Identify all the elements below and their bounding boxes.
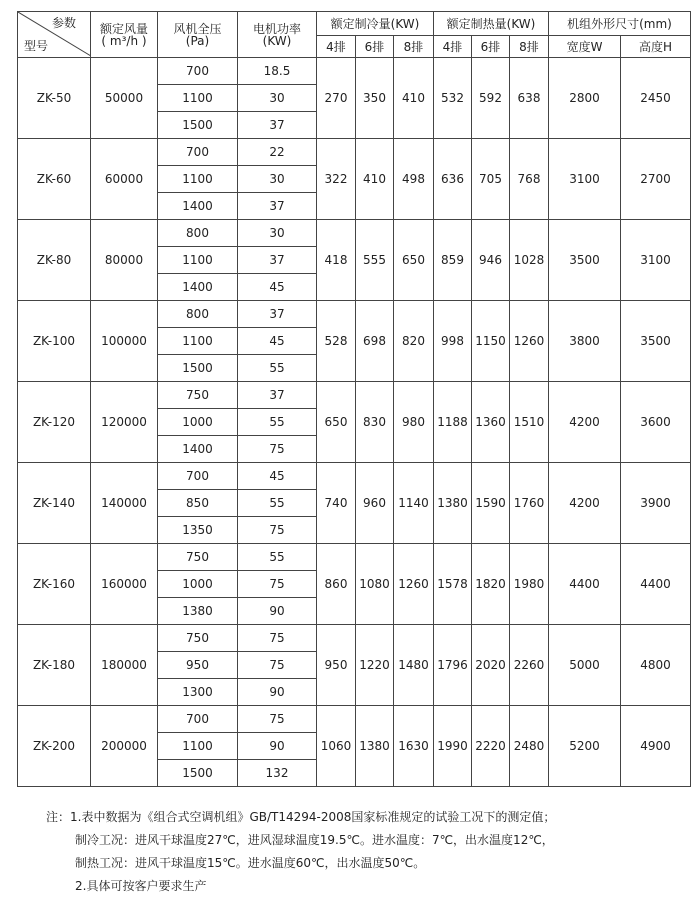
pressure-cell: 1400 xyxy=(158,436,238,463)
pressure-cell: 700 xyxy=(158,706,238,733)
airflow-cell: 200000 xyxy=(91,706,158,787)
model-cell: ZK-50 xyxy=(18,58,91,139)
heating-cell: 1990 xyxy=(434,706,472,787)
power-cell: 75 xyxy=(238,625,317,652)
width-cell: 5200 xyxy=(549,706,621,787)
cooling-cell: 1220 xyxy=(356,625,394,706)
heating-cell: 1980 xyxy=(510,544,549,625)
power-cell: 75 xyxy=(238,706,317,733)
heating-cell: 1578 xyxy=(434,544,472,625)
heating-cell: 1796 xyxy=(434,625,472,706)
height-cell: 3500 xyxy=(621,301,691,382)
note-line-1: 注：1.表中数据为《组合式空调机组》GB/T14294-2008国家标准规定的试验工况下的测定值； xyxy=(46,810,556,824)
pressure-cell: 1500 xyxy=(158,355,238,382)
table-row xyxy=(18,544,691,571)
heating-cell: 636 xyxy=(434,139,472,220)
header-row-1 xyxy=(18,12,691,36)
height-cell: 3900 xyxy=(621,463,691,544)
heating-cell: 592 xyxy=(472,58,510,139)
width-cell: 5000 xyxy=(549,625,621,706)
cooling-6-rows-header: 6排 xyxy=(356,36,394,58)
power-cell: 55 xyxy=(238,544,317,571)
height-cell: 3100 xyxy=(621,220,691,301)
heating-cell: 1590 xyxy=(472,463,510,544)
heating-8-rows-header: 8排 xyxy=(510,36,549,58)
power-header-line1: 电机功率 xyxy=(252,21,301,36)
cooling-cell: 1380 xyxy=(356,706,394,787)
airflow-cell: 120000 xyxy=(91,382,158,463)
power-cell: 75 xyxy=(238,571,317,598)
model-cell: ZK-100 xyxy=(18,301,91,382)
power-cell: 90 xyxy=(238,679,317,706)
power-cell: 55 xyxy=(238,409,317,436)
heating-cell: 1510 xyxy=(510,382,549,463)
model-cell: ZK-80 xyxy=(18,220,91,301)
pressure-cell: 1100 xyxy=(158,166,238,193)
pressure-cell: 1300 xyxy=(158,679,238,706)
heating-header: 额定制热量(KW) xyxy=(434,12,549,36)
power-cell: 55 xyxy=(238,490,317,517)
cooling-cell: 740 xyxy=(317,463,356,544)
width-cell: 4200 xyxy=(549,382,621,463)
cooling-cell: 1060 xyxy=(317,706,356,787)
heating-cell: 998 xyxy=(434,301,472,382)
heating-cell: 946 xyxy=(472,220,510,301)
pressure-cell: 750 xyxy=(158,625,238,652)
pressure-cell: 1400 xyxy=(158,193,238,220)
pressure-cell: 1100 xyxy=(158,328,238,355)
width-cell: 2800 xyxy=(549,58,621,139)
model-cell: ZK-200 xyxy=(18,706,91,787)
pressure-header-line1: 风机全压 xyxy=(173,21,222,36)
spec-table xyxy=(17,11,691,787)
power-cell: 132 xyxy=(238,760,317,787)
cooling-cell: 1140 xyxy=(394,463,434,544)
pressure-cell: 750 xyxy=(158,544,238,571)
table-row xyxy=(18,625,691,652)
heating-cell: 1028 xyxy=(510,220,549,301)
pressure-cell: 1500 xyxy=(158,760,238,787)
height-cell: 4900 xyxy=(621,706,691,787)
pressure-cell: 1350 xyxy=(158,517,238,544)
table-row xyxy=(18,463,691,490)
heating-cell: 1150 xyxy=(472,301,510,382)
pressure-cell: 1100 xyxy=(158,733,238,760)
power-cell: 30 xyxy=(238,220,317,247)
cooling-cell: 960 xyxy=(356,463,394,544)
airflow-cell: 140000 xyxy=(91,463,158,544)
table-body xyxy=(18,12,691,787)
pressure-header xyxy=(158,12,238,58)
heating-cell: 1360 xyxy=(472,382,510,463)
cooling-cell: 410 xyxy=(394,58,434,139)
pressure-cell: 800 xyxy=(158,220,238,247)
power-cell: 45 xyxy=(238,463,317,490)
pressure-cell: 750 xyxy=(158,382,238,409)
table-row xyxy=(18,301,691,328)
heating-cell: 2020 xyxy=(472,625,510,706)
note-line-3: 制热工况：进风干球温度15℃。进水温度60℃，出水温度50℃。 xyxy=(75,856,426,870)
model-cell: ZK-140 xyxy=(18,463,91,544)
param-label: 参数 xyxy=(51,16,76,30)
power-cell: 90 xyxy=(238,598,317,625)
cooling-cell: 418 xyxy=(317,220,356,301)
width-cell: 3800 xyxy=(549,301,621,382)
height-cell: 3600 xyxy=(621,382,691,463)
height-cell: 4400 xyxy=(621,544,691,625)
cooling-cell: 528 xyxy=(317,301,356,382)
heating-cell: 705 xyxy=(472,139,510,220)
airflow-header xyxy=(91,12,158,58)
heating-cell: 2260 xyxy=(510,625,549,706)
power-cell: 30 xyxy=(238,85,317,112)
airflow-cell: 180000 xyxy=(91,625,158,706)
power-cell: 22 xyxy=(238,139,317,166)
heating-cell: 1820 xyxy=(472,544,510,625)
cooling-cell: 860 xyxy=(317,544,356,625)
cooling-cell: 350 xyxy=(356,58,394,139)
pressure-cell: 1000 xyxy=(158,571,238,598)
power-cell: 45 xyxy=(238,274,317,301)
cooling-cell: 1480 xyxy=(394,625,434,706)
cooling-8-rows-header: 8排 xyxy=(394,36,434,58)
heating-cell: 2480 xyxy=(510,706,549,787)
airflow-cell: 80000 xyxy=(91,220,158,301)
model-cell: ZK-180 xyxy=(18,625,91,706)
cooling-cell: 980 xyxy=(394,382,434,463)
size-header: 机组外形尺寸(mm) xyxy=(549,12,691,36)
airflow-cell: 50000 xyxy=(91,58,158,139)
model-label: 型号 xyxy=(24,39,49,53)
power-cell: 75 xyxy=(238,652,317,679)
cooling-cell: 650 xyxy=(394,220,434,301)
heating-cell: 532 xyxy=(434,58,472,139)
height-header: 高度H xyxy=(621,36,691,58)
heating-cell: 768 xyxy=(510,139,549,220)
height-cell: 4800 xyxy=(621,625,691,706)
pressure-cell: 800 xyxy=(158,301,238,328)
heating-cell: 1260 xyxy=(510,301,549,382)
power-cell: 30 xyxy=(238,166,317,193)
cooling-cell: 650 xyxy=(317,382,356,463)
table-row xyxy=(18,382,691,409)
heating-cell: 1188 xyxy=(434,382,472,463)
cooling-cell: 820 xyxy=(394,301,434,382)
diagonal-header-cell xyxy=(18,12,91,58)
heating-cell: 1380 xyxy=(434,463,472,544)
airflow-header-line1: 额定风量 xyxy=(99,21,148,36)
height-cell: 2700 xyxy=(621,139,691,220)
note-line-4: 2.具体可按客户要求生产 xyxy=(75,879,207,893)
cooling-cell: 950 xyxy=(317,625,356,706)
cooling-4-rows-header: 4排 xyxy=(317,36,356,58)
pressure-cell: 1380 xyxy=(158,598,238,625)
heating-cell: 2220 xyxy=(472,706,510,787)
height-cell: 2450 xyxy=(621,58,691,139)
width-header: 宽度W xyxy=(549,36,621,58)
pressure-cell: 1400 xyxy=(158,274,238,301)
power-header xyxy=(238,12,317,58)
power-cell: 75 xyxy=(238,517,317,544)
airflow-header-line2: ( m³/h ) xyxy=(101,33,147,48)
table-row xyxy=(18,58,691,85)
cooling-cell: 830 xyxy=(356,382,394,463)
pressure-cell: 950 xyxy=(158,652,238,679)
table-row xyxy=(18,139,691,166)
pressure-cell: 700 xyxy=(158,58,238,85)
cooling-cell: 270 xyxy=(317,58,356,139)
power-cell: 37 xyxy=(238,193,317,220)
pressure-header-line2: (Pa) xyxy=(185,33,210,48)
width-cell: 3500 xyxy=(549,220,621,301)
note-line-2: 制冷工况：进风干球温度27℃，进风湿球温度19.5℃。进水温度：7℃，出水温度12℃， xyxy=(75,833,554,847)
power-cell: 18.5 xyxy=(238,58,317,85)
table-row xyxy=(18,706,691,733)
pressure-cell: 700 xyxy=(158,463,238,490)
cooling-cell: 698 xyxy=(356,301,394,382)
power-cell: 37 xyxy=(238,301,317,328)
pressure-cell: 1000 xyxy=(158,409,238,436)
power-cell: 37 xyxy=(238,112,317,139)
power-cell: 37 xyxy=(238,382,317,409)
power-header-line2: (KW) xyxy=(262,33,292,48)
airflow-cell: 60000 xyxy=(91,139,158,220)
model-cell: ZK-120 xyxy=(18,382,91,463)
pressure-cell: 850 xyxy=(158,490,238,517)
cooling-cell: 1260 xyxy=(394,544,434,625)
cooling-cell: 555 xyxy=(356,220,394,301)
pressure-cell: 1100 xyxy=(158,247,238,274)
airflow-cell: 100000 xyxy=(91,301,158,382)
width-cell: 3100 xyxy=(549,139,621,220)
heating-6-rows-header: 6排 xyxy=(472,36,510,58)
notes xyxy=(46,806,555,898)
pressure-cell: 1500 xyxy=(158,112,238,139)
airflow-cell: 160000 xyxy=(91,544,158,625)
cooling-cell: 410 xyxy=(356,139,394,220)
pressure-cell: 700 xyxy=(158,139,238,166)
width-cell: 4400 xyxy=(549,544,621,625)
cooling-cell: 498 xyxy=(394,139,434,220)
cooling-cell: 1630 xyxy=(394,706,434,787)
power-cell: 90 xyxy=(238,733,317,760)
power-cell: 37 xyxy=(238,247,317,274)
model-cell: ZK-160 xyxy=(18,544,91,625)
power-cell: 45 xyxy=(238,328,317,355)
power-cell: 55 xyxy=(238,355,317,382)
table-row xyxy=(18,220,691,247)
power-cell: 75 xyxy=(238,436,317,463)
heating-4-rows-header: 4排 xyxy=(434,36,472,58)
cooling-cell: 1080 xyxy=(356,544,394,625)
cooling-header: 额定制冷量(KW) xyxy=(317,12,434,36)
heating-cell: 859 xyxy=(434,220,472,301)
pressure-cell: 1100 xyxy=(158,85,238,112)
model-cell: ZK-60 xyxy=(18,139,91,220)
width-cell: 4200 xyxy=(549,463,621,544)
heating-cell: 638 xyxy=(510,58,549,139)
cooling-cell: 322 xyxy=(317,139,356,220)
heating-cell: 1760 xyxy=(510,463,549,544)
